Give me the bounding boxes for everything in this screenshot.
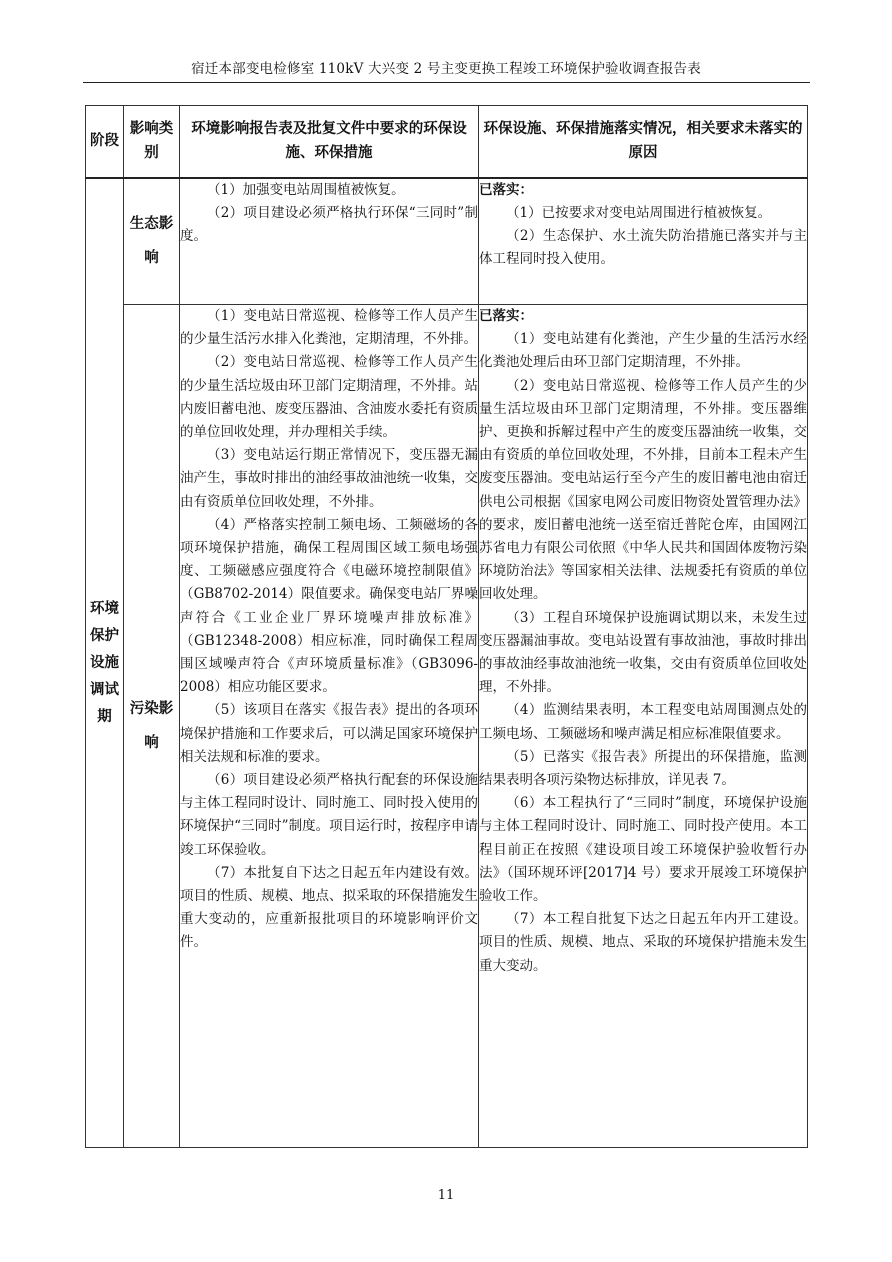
header-category: 影响类别 <box>124 106 180 178</box>
list-item: （1）变电站建有化粪池，产生少量的生活污水经化粪池处理后由环卫部门定期清理，不外排。 <box>479 331 807 371</box>
list-item: （6）本工程执行了“三同时”制度，环境保护设施与主体工程同时设计、同时施工、同时投产使用。本工程目前正在按照《建设项目竣工环境保护验收暂行办法》（国环规环评[2017]4 号）要求开展竣工环境保护验收工作。 <box>479 795 807 905</box>
list-item: （1）加强变电站周围植被恢复。 <box>207 181 405 198</box>
list-item: （3）变电站运行期正常情况下，变压器无漏油产生，事故时排出的油经事故油池统一收集，交由有资质单位回收处理，不外排。 <box>180 447 478 510</box>
list-item: （1）变电站日常巡视、检修等工作人员产生的少量生活污水排入化粪池，定期清理，不外排。 <box>180 308 478 348</box>
list-item: （7）本批复自下达之日起五年内建设有效。项目的性质、规模、地点、拟采取的环保措施发生重大变动的，应重新报批项目的环境影响评价文件。 <box>180 864 478 951</box>
header-stage: 阶段 <box>86 106 124 178</box>
header-required-measures: 环境影响报告表及批复文件中要求的环保设施、环保措施 <box>180 106 479 178</box>
list-item: （2）变电站日常巡视、检修等工作人员产生的少量生活垃圾由环卫部门定期清理，不外排。站内废旧蓄电池、废变压器油、含油废水委托有资质的单位回收处理，并办理相关手续。 <box>180 354 478 441</box>
list-item: （2）生态保护、水土流失防治措施已落实并与主体工程同时投入使用。 <box>479 227 807 268</box>
header-divider <box>83 82 810 83</box>
table-header-row <box>86 106 808 178</box>
implemented-list-pollution <box>479 328 807 978</box>
table-row-pollution <box>86 305 808 1148</box>
implemented-list-ecological <box>479 202 807 272</box>
list-item: （7）本工程自批复下达之日起五年内开工建设。项目的性质、规模、地点、采取的环境保护措施未发生重大变动。 <box>479 911 807 974</box>
implementation-ecological <box>479 178 808 305</box>
category-ecological: 生态影响 <box>124 178 180 305</box>
list-item: （2）项目建设必须严格执行环保“三同时”制度。 <box>180 204 478 244</box>
list-item: （6）项目建设必须严格执行配套的环保设施与主体工程同时设计、同时施工、同时投入使用的环境保护“三同时”制度。项目运行时，按程序申请竣工环保验收。 <box>180 772 478 858</box>
list-item: （3）工程自环境保护设施调试期以来，未发生过变压器漏油事故。变电站设置有事故油池，事故时排出的事故油经事故油池统一收集，交由有资质单位回收处理，不外排。 <box>479 609 807 696</box>
list-item: （4）监测结果表明，本工程变电站周围测点处的工频电场、工频磁场和噪声满足相应标准限值要求。 <box>479 702 807 742</box>
implementation-pollution <box>479 305 808 1148</box>
list-item: （4）严格落实控制工频电场、工频磁场的各项环境保护措施，确保工程周围区域工频电场强度、工频磁感应强度符合《电磁环境控制限值》（GB8702-2014）限值要求。确保变电站厂界噪声符合《工业企业厂界环境噪声排放标准》（GB12348-2008）相应标准，同时确保工程周围区域噪声符合《声环境质量标准》（GB3096-2008）相应功能区要求。 <box>180 516 478 696</box>
required-measures-pollution <box>180 305 479 1148</box>
stage-label: 环境保护设施调试期 <box>86 178 124 1148</box>
list-item: （2）变电站日常巡视、检修等工作人员产生的少量生活垃圾由环卫部门定期清理，不外排。变压器维护、更换和拆解过程中产生的废变压器油统一收集，交由有资质的单位回收处理，不外排，目前本工程未产生废变压器油。变电站运行至今产生的废旧蓄电池由宿迁供电公司根据《国家电网公司废旧物资处置管理办法》的要求，废旧蓄电池统一送至宿迁普陀仓库，由国网江苏省电力有限公司依照《中华人民共和国固体废物污染环境防治法》等国家相关法律、法规委托有资质的单位回收处理。 <box>479 377 807 603</box>
list-item: （5）已落实《报告表》所提出的环保措施，监测结果表明各项污染物达标排放，详见表 7。 <box>479 748 807 789</box>
required-list-ecological <box>180 179 478 249</box>
category-pollution: 污染影响 <box>124 305 180 1148</box>
page-number: 11 <box>437 1188 455 1203</box>
report-table <box>85 105 808 1148</box>
required-measures-ecological <box>180 178 479 305</box>
page-header: 宿迁本部变电检修室 110kV 大兴变 2 号主变更换工程竣工环境保护验收调查报告表 <box>191 61 701 77</box>
required-list-pollution <box>180 305 478 955</box>
table-row-ecological <box>86 178 808 305</box>
status-label: 已落实： <box>479 181 533 198</box>
status-label: 已落实： <box>479 308 533 324</box>
header-implementation-status: 环保设施、环保措施落实情况，相关要求未落实的原因 <box>479 106 808 178</box>
list-item: （5）该项目在落实《报告表》提出的各项环境保护措施和工作要求后，可以满足国家环境保护相关法规和标准的要求。 <box>180 702 478 765</box>
list-item: （1）已按要求对变电站周围进行植被恢复。 <box>506 204 772 221</box>
